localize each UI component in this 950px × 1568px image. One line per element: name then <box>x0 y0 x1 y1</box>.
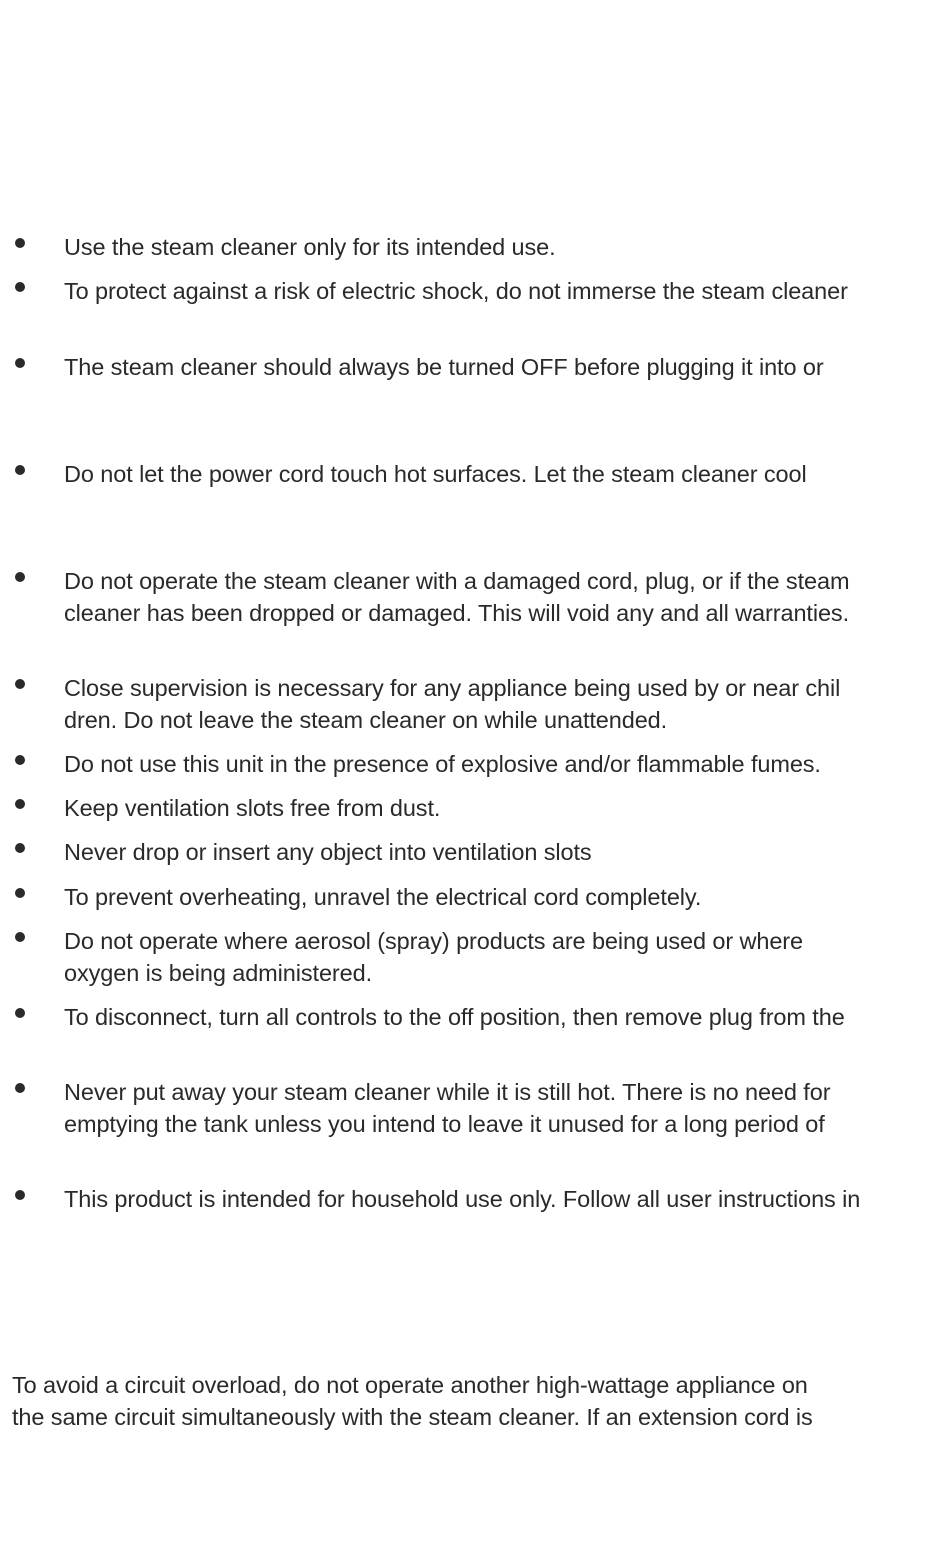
paragraph-line: To avoid a circuit overload, do not operate another high-wattage appliance on <box>12 1372 808 1398</box>
list-item-line: Do not operate where aerosol (spray) products are being used or where <box>64 928 803 954</box>
bullet-icon <box>15 572 25 582</box>
list-item-line: To disconnect, turn all controls to the off position, then remove plug from the <box>64 1004 845 1030</box>
list-item-line: cleaner has been dropped or damaged. This will void any and all warranties. <box>64 599 850 626</box>
list-item-line: Keep ventilation slots free from dust. <box>64 795 441 821</box>
bullet-icon <box>15 358 25 368</box>
list-item-text <box>64 566 950 629</box>
list-item-text <box>64 1002 950 1034</box>
list-item-line: To prevent overheating, unravel the electrical cord completely. <box>64 884 702 910</box>
bullet-icon <box>15 1190 25 1200</box>
list-item-line: The steam cleaner should always be turned OFF before plugging it into or <box>64 354 824 380</box>
list-item-text <box>64 749 950 781</box>
bullet-icon <box>15 282 25 292</box>
list-item-line: To protect against a risk of electric shock, do not immerse the steam cleaner <box>64 278 848 304</box>
bullet-icon <box>15 932 25 942</box>
list-item-text <box>64 882 950 914</box>
bullet-icon <box>15 843 25 853</box>
list-item-line: Do not use this unit in the presence of explosive and/or flammable fumes. <box>64 751 821 777</box>
list-item-text <box>64 352 950 384</box>
list-item-line: Do not operate the steam cleaner with a damaged cord, plug, or if the steam <box>64 568 850 594</box>
list-item-text <box>64 459 950 491</box>
list-item-text <box>64 926 950 989</box>
list-item-line: Close supervision is necessary for any appliance being used by or near chil <box>64 675 841 701</box>
list-item <box>0 566 950 636</box>
list-item <box>0 1184 950 1254</box>
paragraph-line: the same circuit simultaneously with the steam cleaner. If an extension cord is <box>12 1403 813 1430</box>
bullet-icon <box>15 799 25 809</box>
list-item <box>0 352 950 422</box>
list-item-text <box>64 793 950 825</box>
bullet-icon <box>15 679 25 689</box>
circuit-overload-paragraph <box>12 1370 950 1433</box>
list-item-line: Do not let the power cord touch hot surfaces. Let the steam cleaner cool <box>64 461 807 487</box>
list-item-line: Never drop or insert any object into ventilation slots <box>64 839 592 865</box>
list-item <box>0 1077 950 1147</box>
list-item-text <box>64 837 950 869</box>
bullet-icon <box>15 1008 25 1018</box>
list-item <box>0 1002 950 1072</box>
list-item-text <box>64 1077 950 1140</box>
list-item-text <box>64 276 950 308</box>
list-item-text <box>64 232 950 264</box>
list-item-line: dren. Do not leave the steam cleaner on while unattended. <box>64 706 668 733</box>
list-item-text <box>64 673 950 736</box>
list-item-line: Never put away your steam cleaner while it is still hot. There is no need for <box>64 1079 831 1105</box>
list-item <box>0 276 950 346</box>
list-item-line: This product is intended for household use only. Follow all user instructions in <box>64 1186 861 1212</box>
list-item <box>0 459 950 529</box>
list-item <box>0 673 950 743</box>
bullet-icon <box>15 238 25 248</box>
bullet-icon <box>15 755 25 765</box>
list-item-line: Use the steam cleaner only for its intended use. <box>64 234 556 260</box>
list-item-line: oxygen is being administered. <box>64 959 373 986</box>
bullet-icon <box>15 888 25 898</box>
list-item-text <box>64 1184 950 1216</box>
bullet-icon <box>15 465 25 475</box>
list-item-line: emptying the tank unless you intend to leave it unused for a long period of <box>64 1110 825 1137</box>
list-item <box>0 926 950 996</box>
bullet-icon <box>15 1083 25 1093</box>
